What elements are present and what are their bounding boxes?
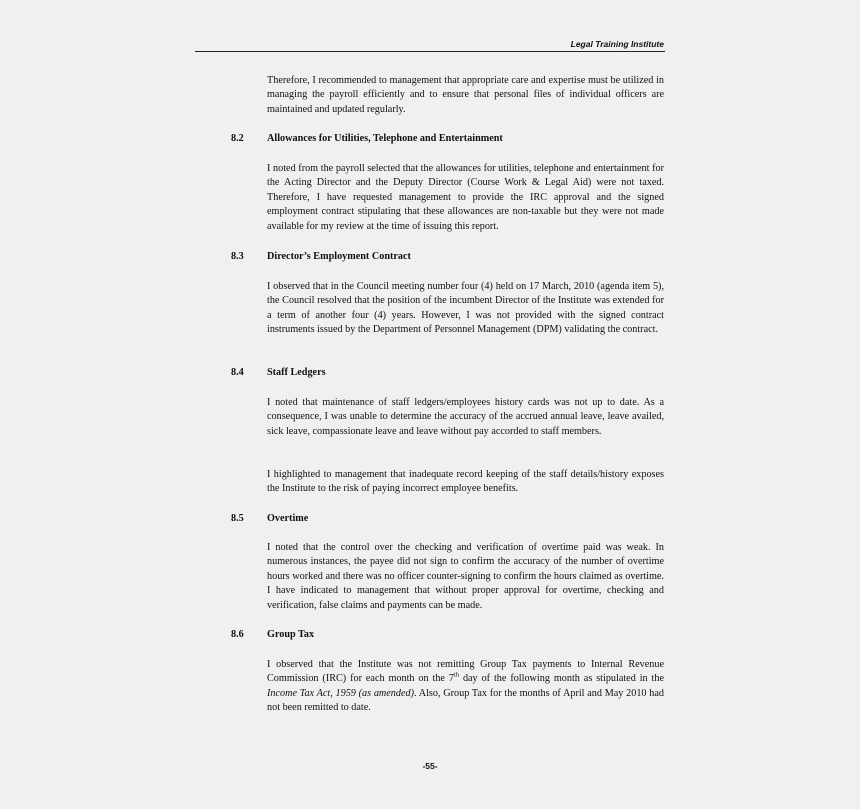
section-title-overtime: Overtime — [267, 513, 309, 524]
section-number-8-3: 8.3 — [231, 251, 244, 262]
section-title-staff-ledgers: Staff Ledgers — [267, 367, 326, 378]
group-tax-text-2: day of the following month as stipulated in the — [459, 673, 664, 685]
income-tax-act-reference: Income Tax Act, 1959 (as amended) — [267, 687, 415, 699]
intro-paragraph: Therefore, I recommended to management that appropriate care and expertise must be utilized in managing the payroll efficiently and to ensure that personal files of individual officers are maintained and updated regularly. — [267, 75, 664, 115]
section-8-5-paragraph: I noted that the control over the checking and verification of overtime paid was weak. In numerous instances, the payee did not sign to confirm the accuracy of the number of overtime hours worked and there was no officer counter-signing to confirm the hours claimed as overtime. I have indicated to management that without proper approval for overtime, checking and verification, false claims and payments can be made. — [267, 542, 664, 611]
section-number-8-5: 8.5 — [231, 513, 244, 524]
section-number-8-4: 8.4 — [231, 367, 244, 378]
section-title-group-tax: Group Tax — [267, 629, 315, 640]
section-8-4-paragraph-1: I noted that maintenance of staff ledgers/employees history cards was not up to date. As a consequence, I was unable to determine the accuracy of the accrued annual leave, leave availed, sick leave, compassionate leave and leave without pay accorded to staff members. — [267, 397, 664, 437]
section-number-8-6: 8.6 — [231, 629, 244, 640]
section-number-8-2: 8.2 — [231, 133, 244, 144]
group-tax-text-1: I observed that the Institute was not remitting Group Tax payments to Internal Revenue Commission (IRC) for each month on the 7 — [267, 659, 664, 685]
header-rule — [195, 51, 665, 52]
group-tax-text-3: . Also, Group Tax for the months of April and May 2010 had not been remitted to date. — [267, 687, 664, 714]
section-title-allowances: Allowances for Utilities, Telephone and Entertainment — [267, 133, 503, 144]
section-8-4-paragraph-2: I highlighted to management that inadequate record keeping of the staff details/history exposes the Institute to the risk of paying incorrect employee benefits. — [267, 469, 664, 495]
section-8-3-paragraph: I observed that in the Council meeting number four (4) held on 17 March, 2010 (agenda item 5), the Council resolved that the position of the incumbent Director of the Institute was extended for a term of another four (4) years. However, I was not provided with the signed contract instruments issued by the Department of Personnel Management (DPM) validating the contract. — [267, 281, 664, 336]
section-8-6-paragraph — [267, 658, 664, 716]
superscript-th: th — [453, 672, 460, 680]
section-title-directors-contract: Director’s Employment Contract — [267, 251, 411, 262]
page-number: -55- — [422, 761, 438, 771]
header-title: Legal Training Institute — [570, 39, 664, 49]
section-8-2-paragraph: I noted from the payroll selected that the allowances for utilities, telephone and entertainment for the Acting Director and the Deputy Director (Course Work & Legal Aid) were not taxed. Therefore, I have requested management to provide the IRC approval and the signed employment contract stipulating that these allowances are non-taxable but they were not made available for my review at the time of issuing this report. — [267, 163, 664, 232]
